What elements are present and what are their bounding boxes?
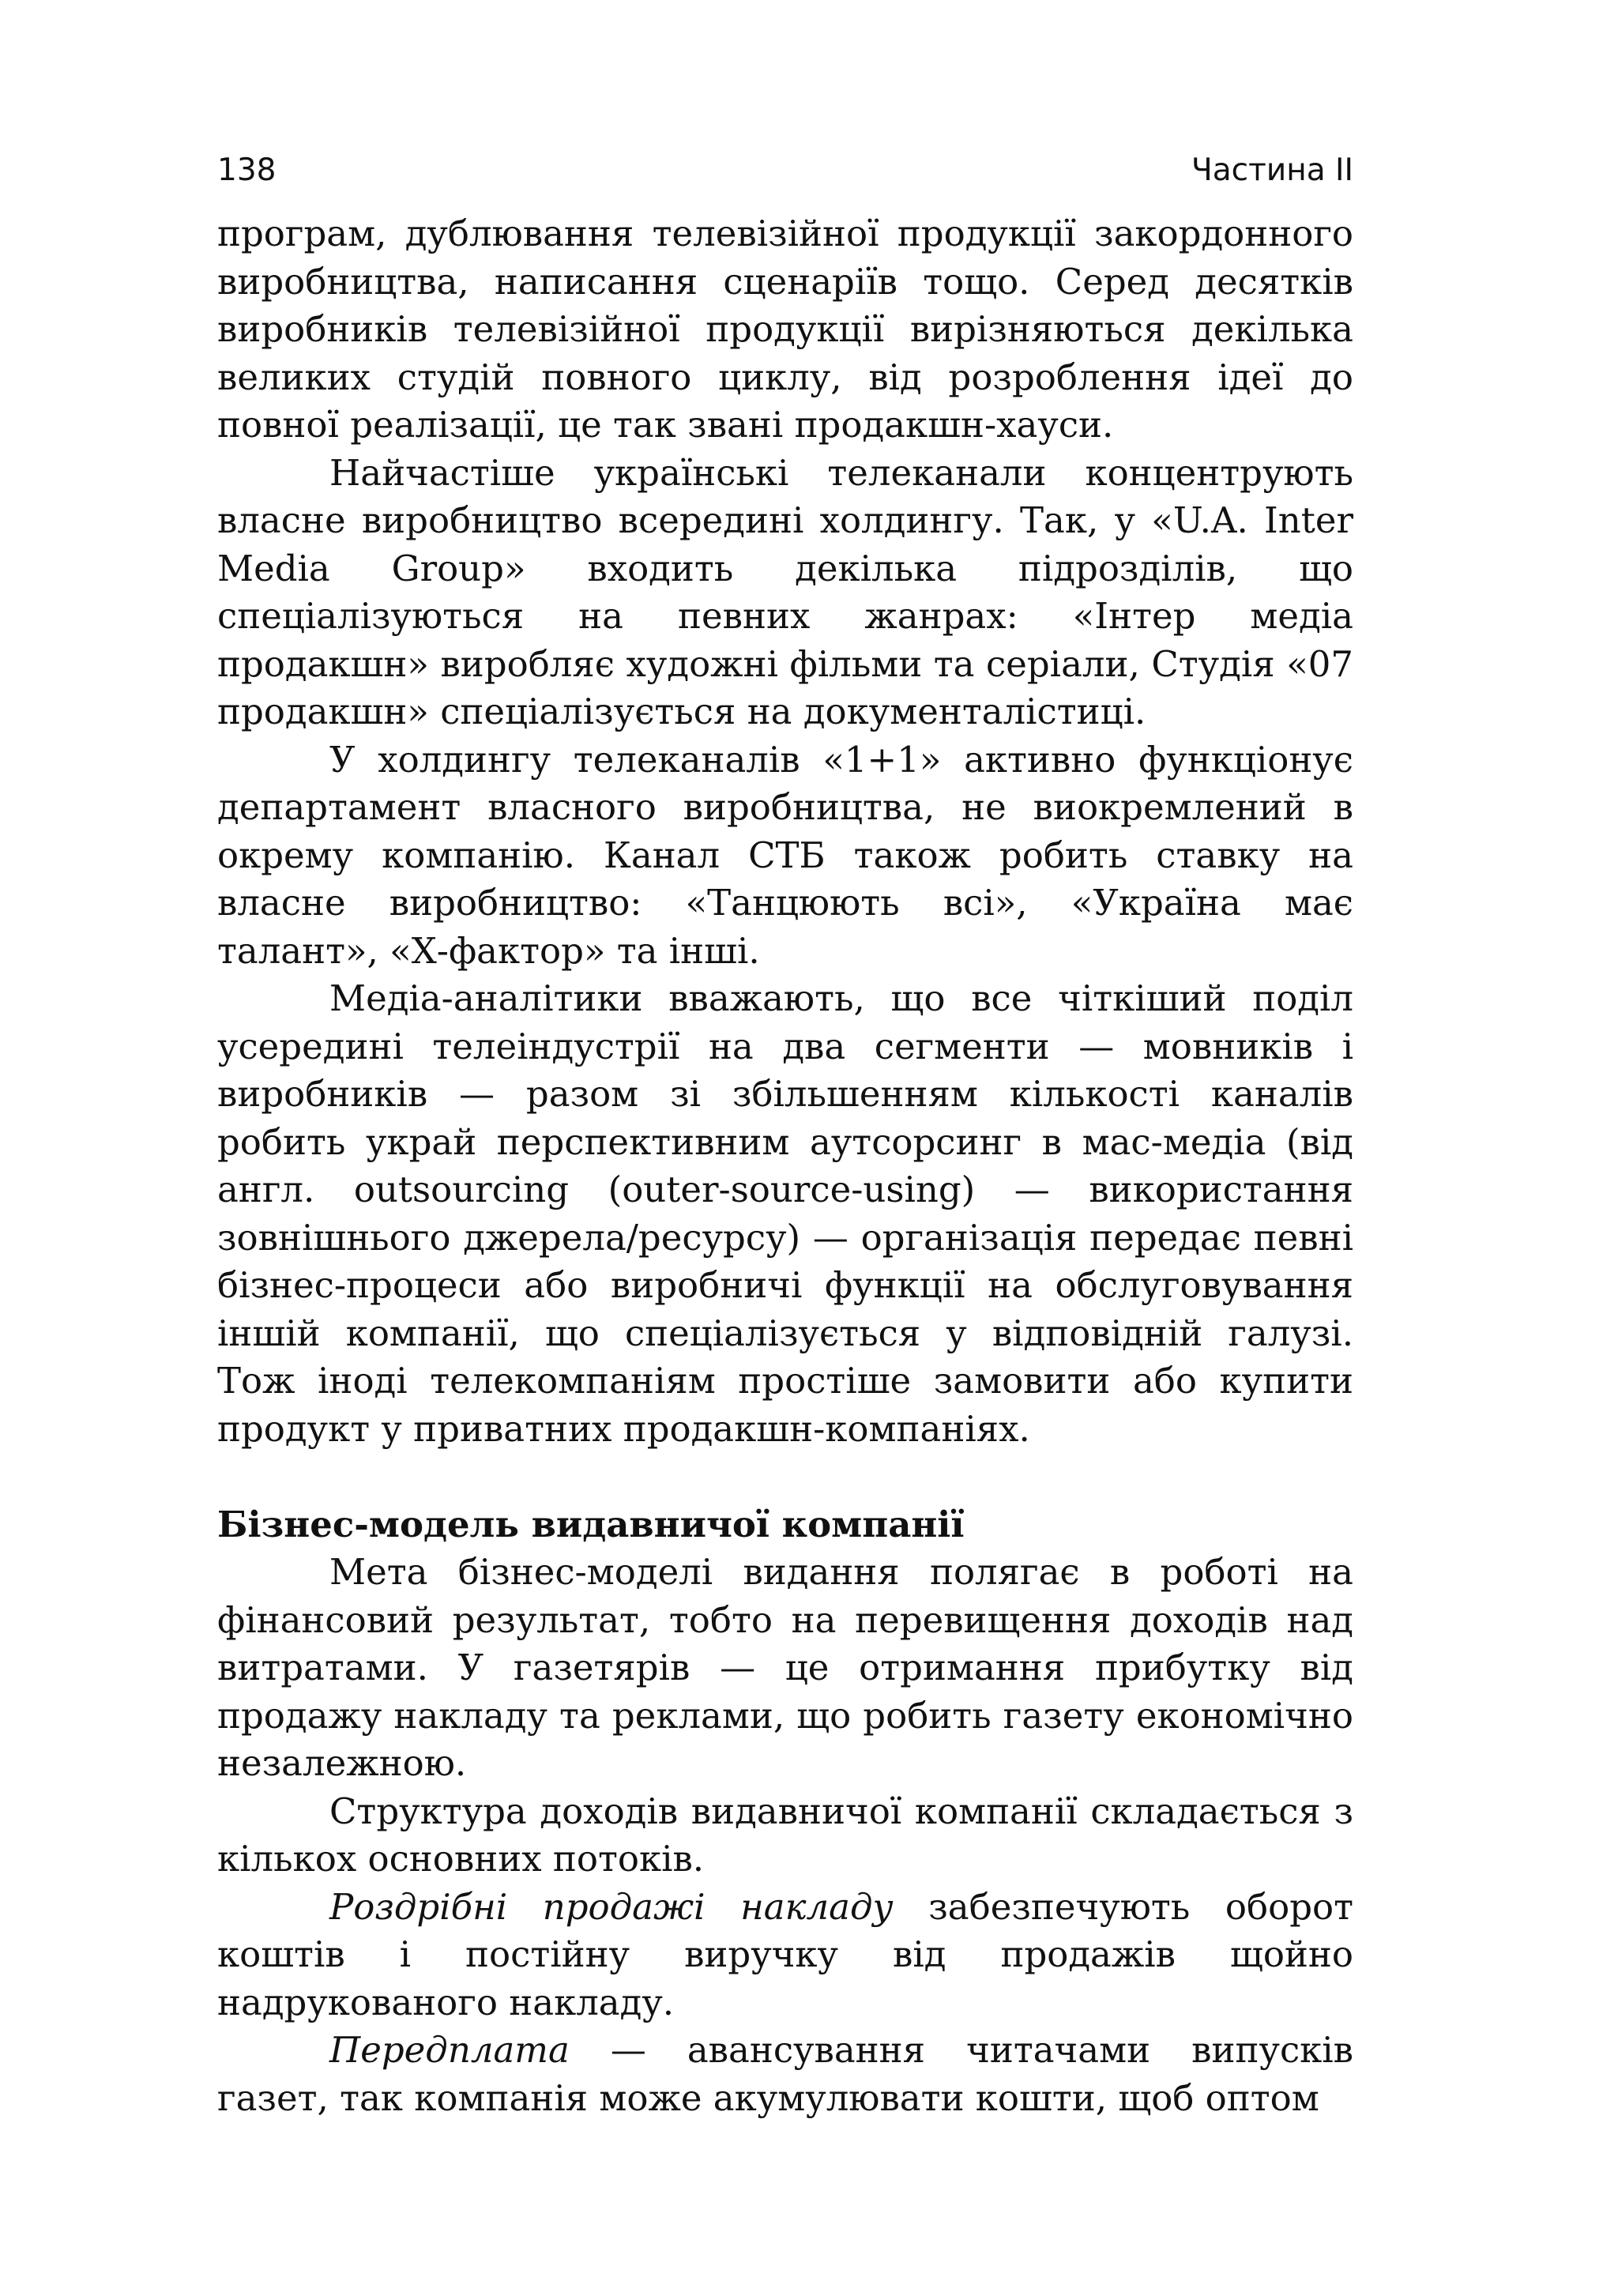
subscription-text: — авансування читачами випусків газет, так компанія може акумулювати кошти, щоб оптом (217, 2029, 1353, 2119)
paragraph-business-model-goal: Мета бізнес-моделі видання полягає в роботі на фінансовий результат, тобто на перевищення доходів над витратами. У газетярів — це отримання прибутку від продажу накладу та реклами, що робить газету економічно незалежною. (217, 1551, 1353, 1784)
body-text (217, 210, 1353, 2122)
paragraph-retail-sales (217, 1884, 1353, 2027)
paragraph-revenue-structure: Структура доходів видавничої компанії складається з кількох основних потоків. (217, 1790, 1353, 1880)
retail-sales-text: забезпечують оборот коштів і постійну виручку від продажів щойно надрукованого накладу. (217, 1885, 1353, 2023)
section-heading: Бізнес-модель видавничої компанії (217, 1503, 965, 1545)
paragraph-in-house-production: Найчастіше українські телеканали концентрують власне виробництво всередині холдингу. Так, у «U.A. Inter Media Group» входить декілька підрозділів, що спеціалізуються на певних жанрах: «Інтер медіа продакшн» виробляє художні фільми та серіали, Студія «07 продакшн» спеціалізується на документалістиці. (217, 451, 1353, 732)
paragraph-1plus1-holding: У холдингу телеканалів «1+1» активно функціонує департамент власного виробництва, не виокремлений в окрему компанію. Канал СТБ також робить ставку на власне виробництво: «Танцюють всі», «Україна має талант», «Х-фактор» та інші. (217, 738, 1353, 972)
term-retail-sales: Роздрібні продажі накладу (329, 1885, 894, 1928)
part-title: Частина II (1191, 152, 1353, 188)
paragraph-subscription (217, 2027, 1353, 2122)
page-number: 138 (217, 152, 277, 188)
term-subscription: Передплата (329, 2029, 570, 2071)
paragraph-outsourcing: Медіа-аналітики вважають, що все чіткіший поділ усередині телеіндустрії на два сегменти — мовників і виробників — разом зі збільшенням кількості каналів робить украй перспективним аутсорсинг в мас-медіа (від англ. outsourcing (outer-source-using) — використання зовнішнього джерела/ресурсу) — організація передає певні бізнес-процеси або виробничі функції на обслуговування іншій компанії, що спеціалізується у відповідній галузі. Тож іноді телекомпаніям простіше замовити або купити продукт у приватних продакшн-компаніях. (217, 977, 1353, 1450)
running-head (217, 147, 1353, 194)
paragraph-continuation: програм, дублювання телевізійної продукції закордонного виробництва, написання сценаріїв тощо. Серед десятків виробників телевізійної продукції вирізняються декілька великих студій повного циклу, від розроблення ідеї до повної реалізації, це так звані продакшн-хауси. (217, 213, 1353, 446)
